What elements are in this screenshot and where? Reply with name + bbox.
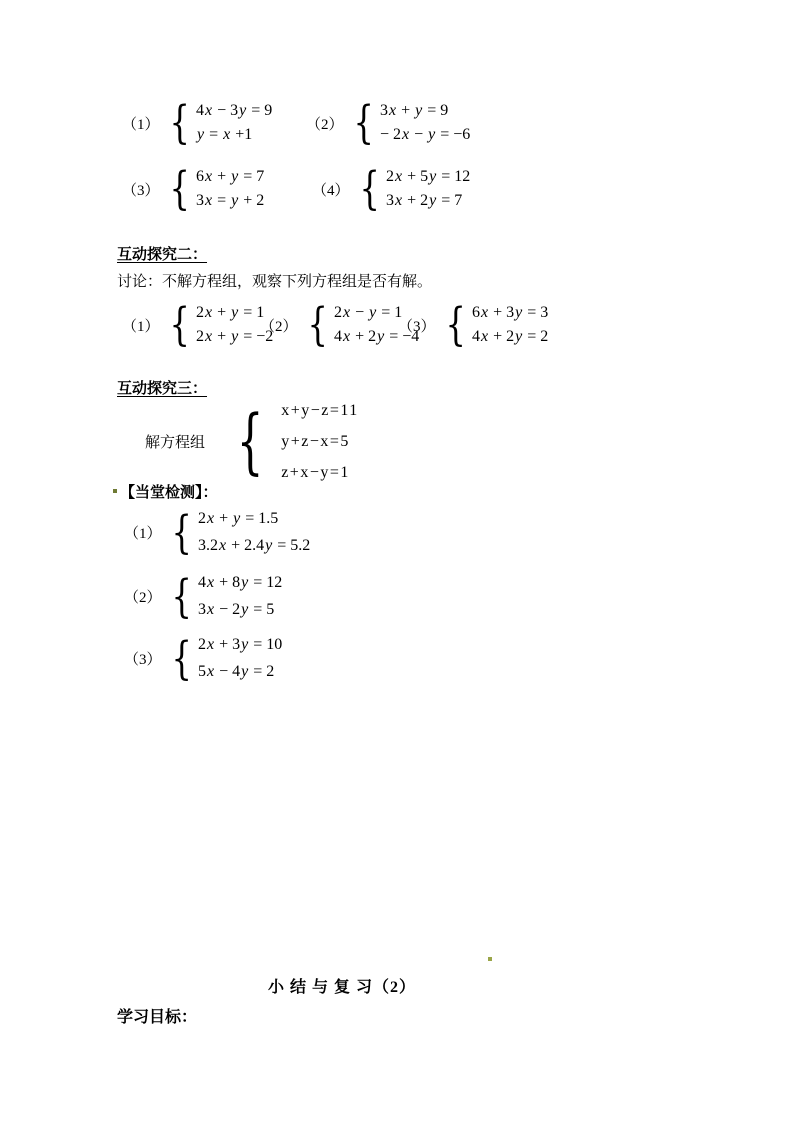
equation-list bbox=[472, 302, 548, 348]
left-brace-glyph: { bbox=[359, 163, 380, 215]
left-brace-glyph: { bbox=[169, 163, 190, 215]
equation-line: 2x + y = 1.5 bbox=[197, 510, 279, 527]
explore2-system-2 bbox=[260, 299, 420, 351]
system-number: （3） bbox=[122, 182, 160, 199]
section-header-explore3: 互动探究三： bbox=[117, 380, 208, 397]
equation-line: 6x + 3y = 3 bbox=[471, 304, 549, 321]
system-number: （2） bbox=[260, 318, 298, 335]
equation-line: 2x + y = 1 bbox=[195, 304, 265, 321]
equation-line: 3.2x + 2.4y = 5.2 bbox=[197, 537, 311, 554]
check-system-2 bbox=[124, 572, 282, 621]
system-number: （4） bbox=[312, 182, 350, 199]
equation-line: − 2x − y = −6 bbox=[379, 126, 471, 143]
left-brace-glyph: { bbox=[171, 506, 192, 559]
left-brace-glyph: { bbox=[353, 97, 374, 149]
equation-line: 4x + 2y = −4 bbox=[333, 328, 420, 345]
equation-system-3 bbox=[122, 163, 265, 215]
equation-line: 3x + 2y = 7 bbox=[385, 192, 463, 209]
equation-line: y+z−x=5 bbox=[281, 433, 350, 450]
equation-list bbox=[196, 100, 272, 146]
left-brace-glyph: { bbox=[169, 97, 190, 149]
equation-system-1 bbox=[122, 97, 273, 149]
equation-list bbox=[198, 508, 310, 557]
equation-list bbox=[198, 634, 282, 683]
left-brace-glyph: { bbox=[169, 299, 190, 351]
equation-line: 2x + y = −2 bbox=[195, 328, 274, 345]
left-brace-glyph: { bbox=[445, 299, 466, 351]
equation-system-2 bbox=[306, 97, 471, 149]
equation-line: 3x = y + 2 bbox=[195, 192, 265, 209]
explore3-system bbox=[145, 402, 359, 481]
equation-list bbox=[196, 166, 264, 212]
equation-line: y = x +1 bbox=[196, 126, 253, 143]
equation-system-4 bbox=[312, 163, 471, 215]
explore2-system-1 bbox=[122, 299, 274, 351]
equation-line: x+y−z=11 bbox=[281, 402, 359, 419]
equation-list bbox=[386, 166, 470, 212]
check-system-3 bbox=[124, 634, 282, 683]
equation-line: 4x + 8y = 12 bbox=[197, 574, 283, 591]
left-brace-glyph: { bbox=[236, 400, 264, 483]
system-number: （2） bbox=[124, 590, 162, 606]
system-number: （3） bbox=[124, 652, 162, 668]
system-number: （2） bbox=[306, 116, 344, 133]
equation-line: 6x + y = 7 bbox=[195, 168, 265, 185]
left-brace-glyph: { bbox=[171, 632, 192, 685]
lesson-title: 小 结 与 复 习（2） bbox=[268, 979, 417, 996]
equation-line: 2x − y = 1 bbox=[333, 304, 403, 321]
explore2-prompt: 讨论：不解方程组，观察下列方程组是否有解。 bbox=[117, 274, 433, 290]
equation-list bbox=[380, 100, 470, 146]
equation-line: 4x + 2y = 2 bbox=[471, 328, 549, 345]
equation-line: 2x + 5y = 12 bbox=[385, 168, 471, 185]
equation-list bbox=[281, 402, 359, 481]
green-dot bbox=[488, 957, 492, 961]
goals-header: 学习目标： bbox=[117, 1009, 198, 1026]
left-brace-glyph: { bbox=[171, 570, 192, 623]
section-header-check: 【当堂检测】： bbox=[120, 484, 218, 501]
explore2-system-3 bbox=[398, 299, 549, 351]
equation-line: 2x + 3y = 10 bbox=[197, 636, 283, 653]
solve-system-label: 解方程组 bbox=[145, 435, 206, 451]
system-number: （3） bbox=[398, 318, 436, 335]
system-number: （1） bbox=[122, 116, 160, 133]
equation-line: z+x−y=1 bbox=[281, 464, 350, 481]
equation-line: 3x + y = 9 bbox=[379, 102, 449, 119]
left-brace-glyph: { bbox=[307, 299, 328, 351]
system-number: （1） bbox=[124, 526, 162, 542]
small-olive-dot bbox=[113, 489, 117, 493]
equation-list bbox=[198, 572, 282, 621]
check-system-1 bbox=[124, 508, 310, 557]
equation-line: 5x − 4y = 2 bbox=[197, 663, 275, 680]
equation-line: 3x − 2y = 5 bbox=[197, 601, 275, 618]
section-header-explore2: 互动探究二： bbox=[117, 246, 208, 263]
system-number: （1） bbox=[122, 318, 160, 335]
equation-line: 4x − 3y = 9 bbox=[195, 102, 273, 119]
